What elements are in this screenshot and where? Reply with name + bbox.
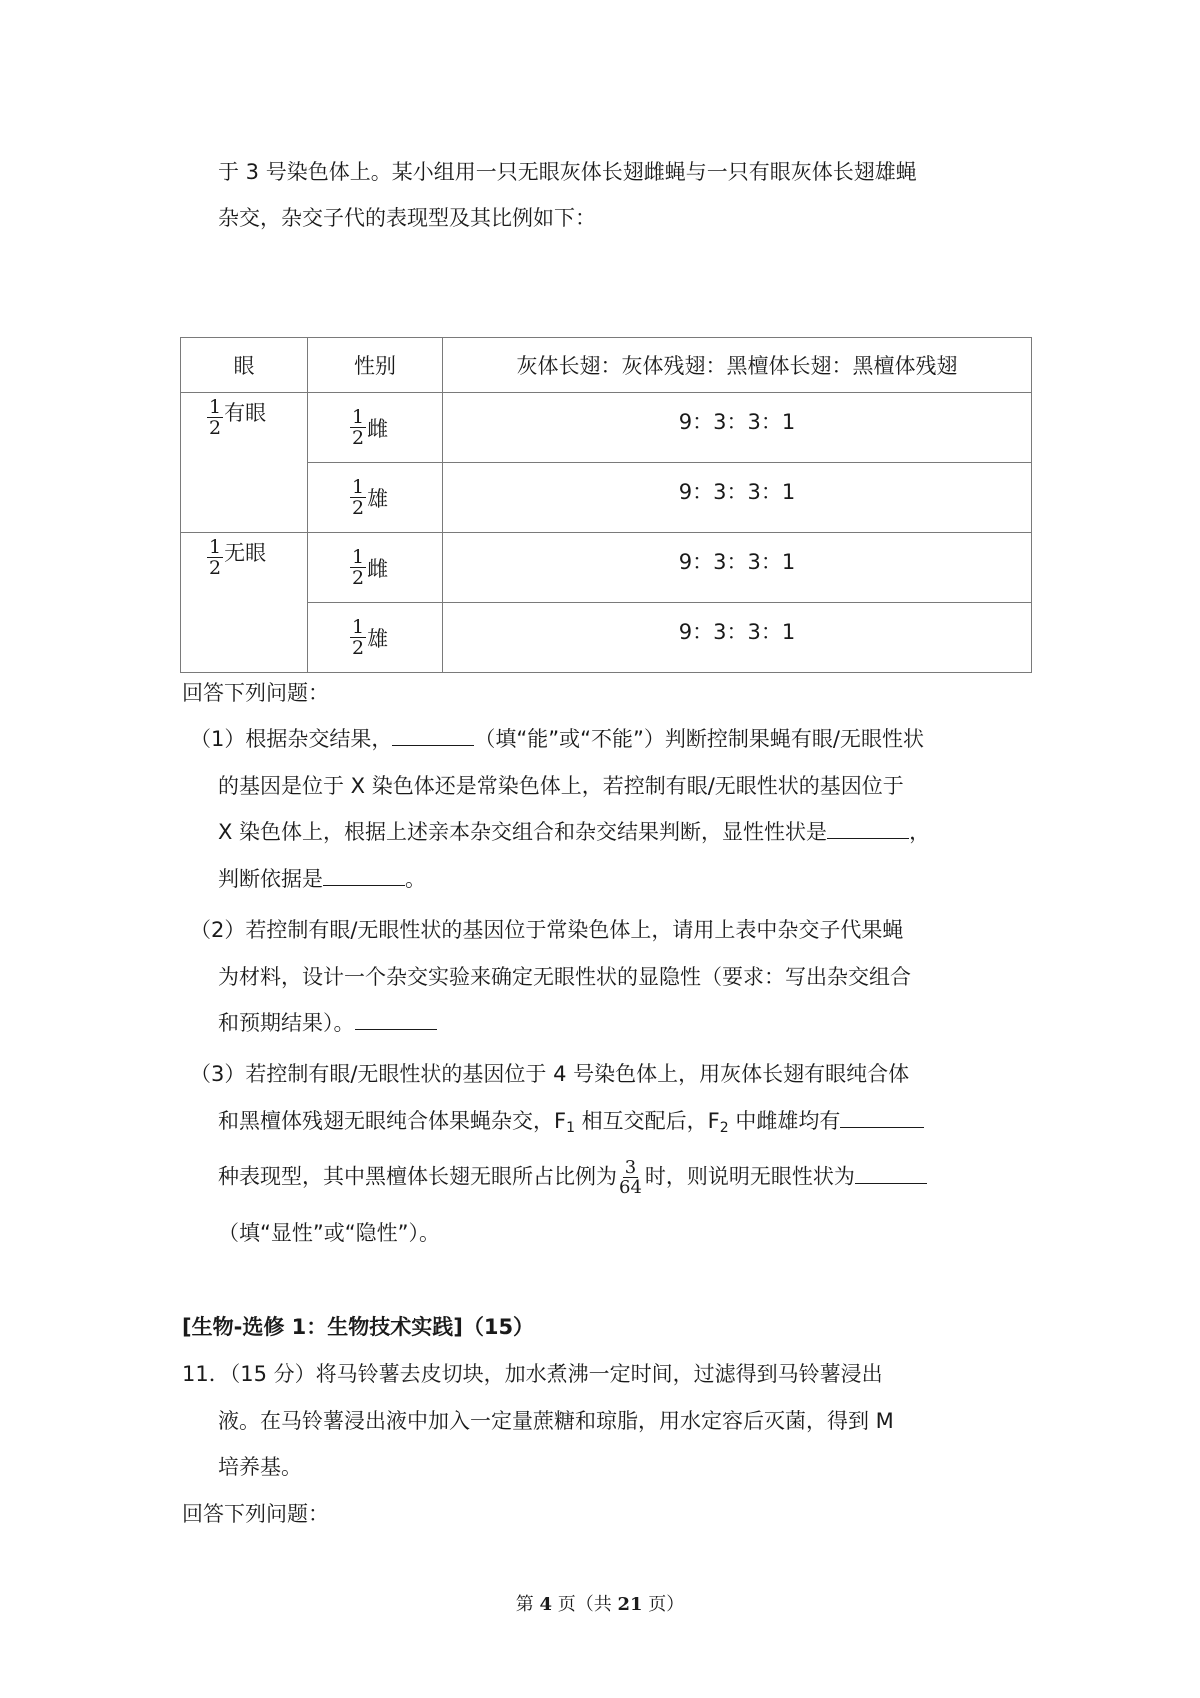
q2-line-3: 和预期结果）。	[218, 1008, 437, 1038]
ratio-value: 9：3：3：1	[678, 479, 796, 504]
ratio-value: 9：3：3：1	[678, 619, 796, 644]
sex-cell	[308, 463, 443, 533]
table-row	[181, 393, 1032, 463]
ratio-value: 9：3：3：1	[678, 409, 796, 434]
q2-blank-experiment[interactable]	[355, 1009, 437, 1030]
page-footer: 第 4 页（共 21 页）	[515, 1594, 685, 1615]
subscript-2: 2	[719, 1120, 729, 1136]
q3-line-3: 种表现型，其中黑檀体长翅无眼所占比例为 $\frac{3}{64}$ 时，则说明无眼性状为	[218, 1158, 927, 1197]
q3-line-4: （填“显性”或“隐性”）。	[218, 1221, 441, 1245]
table-header-row	[181, 338, 1032, 393]
q3-blank-trait-type[interactable]	[855, 1163, 927, 1184]
phenotype-ratio-table	[180, 337, 1032, 673]
q3-line-2: 和黑檀体残翅无眼纯合体果蝇杂交，$F_1$ 相互交配后，$F_2$ 中雌雄均有	[218, 1106, 924, 1143]
fraction-half: $\frac{1}{2}$	[209, 536, 222, 579]
q1-blank-basis[interactable]	[323, 865, 405, 886]
q1-blank-dominant-trait[interactable]	[827, 818, 909, 839]
eye-label: 有眼	[224, 401, 267, 425]
ratio-value: 9：3：3：1	[678, 549, 796, 574]
ratio-cell	[443, 393, 1032, 463]
q1-line-3: X 染色体上，根据上述亲本杂交组合和杂交结果判断，显性性状是 ，	[218, 820, 931, 844]
q11-line-2: 液。在马铃薯浸出液中加入一定量蔗糖和琼脂，用水定容后灭菌，得到 M	[218, 1409, 894, 1433]
q1-line-2: 的基因是位于 X 染色体还是常染色体上，若控制有眼/无眼性状的基因位于	[218, 774, 904, 798]
eye-cell-with-eyes	[181, 393, 308, 533]
fraction-3-64: $\frac{3}{64}$	[619, 1157, 642, 1198]
sex-label: 雌	[367, 556, 389, 581]
q3-line-1: （3）若控制有眼/无眼性状的基因位于 4 号染色体上，用灰体长翅有眼纯合体	[190, 1062, 910, 1086]
ratio-cell	[443, 463, 1032, 533]
table-row	[181, 603, 1032, 673]
sex-cell	[308, 533, 443, 603]
fraction-half: $\frac{1}{2}$	[209, 396, 222, 439]
header-sex: 性别	[308, 338, 443, 393]
q1-blank-can-judge[interactable]	[392, 725, 474, 746]
q3-blank-phenotype-count[interactable]	[840, 1107, 924, 1128]
section-title: [生物-选修 1：生物技术实践]（15）	[182, 1315, 535, 1339]
fraction-half: $\frac{1}{2}$	[352, 616, 365, 659]
q11-line-4: 回答下列问题：	[182, 1502, 329, 1526]
sex-label: 雄	[367, 486, 389, 511]
answer-prompt: 回答下列问题：	[182, 681, 329, 705]
page-number: 4	[539, 1594, 552, 1615]
q11-line-1: 11．（15 分）将马铃薯去皮切块，加水煮沸一定时间，过滤得到马铃薯浸出	[182, 1362, 883, 1386]
q2-line-1: （2）若控制有眼/无眼性状的基因位于常染色体上，请用上表中杂交子代果蝇	[190, 918, 904, 942]
sex-label: 雄	[367, 626, 389, 651]
sex-label: 雌	[367, 416, 389, 441]
intro-line-1: 于 3 号染色体上。某小组用一只无眼灰体长翅雌蝇与一只有眼灰体长翅雄蝇	[218, 160, 917, 184]
q1-line-1: （1）根据杂交结果， （填“能”或“不能”）判断控制果蝇有眼/无眼性状	[190, 727, 924, 751]
q1-line-4: 判断依据是 。	[218, 867, 426, 891]
subscript-1: 1	[566, 1120, 575, 1136]
q11-line-3: 培养基。	[218, 1455, 302, 1479]
ratio-cell	[443, 603, 1032, 673]
sex-cell	[308, 603, 443, 673]
eye-label: 无眼	[224, 541, 267, 565]
table-row	[181, 463, 1032, 533]
total-pages: 21	[617, 1594, 643, 1615]
table-row	[181, 533, 1032, 603]
intro-line-2: 杂交，杂交子代的表现型及其比例如下：	[218, 206, 596, 230]
q2-line-2: 为材料，设计一个杂交实验来确定无眼性状的显隐性（要求：写出杂交组合	[218, 965, 911, 989]
fraction-half: $\frac{1}{2}$	[352, 476, 365, 519]
ratio-cell	[443, 533, 1032, 603]
fraction-half: $\frac{1}{2}$	[352, 546, 365, 589]
header-phenotype-ratio: 灰体长翅：灰体残翅：黑檀体长翅：黑檀体残翅	[443, 338, 1032, 393]
eye-cell-no-eyes	[181, 533, 308, 673]
header-eye: 眼	[181, 338, 308, 393]
fraction-half: $\frac{1}{2}$	[352, 406, 365, 449]
sex-cell	[308, 393, 443, 463]
